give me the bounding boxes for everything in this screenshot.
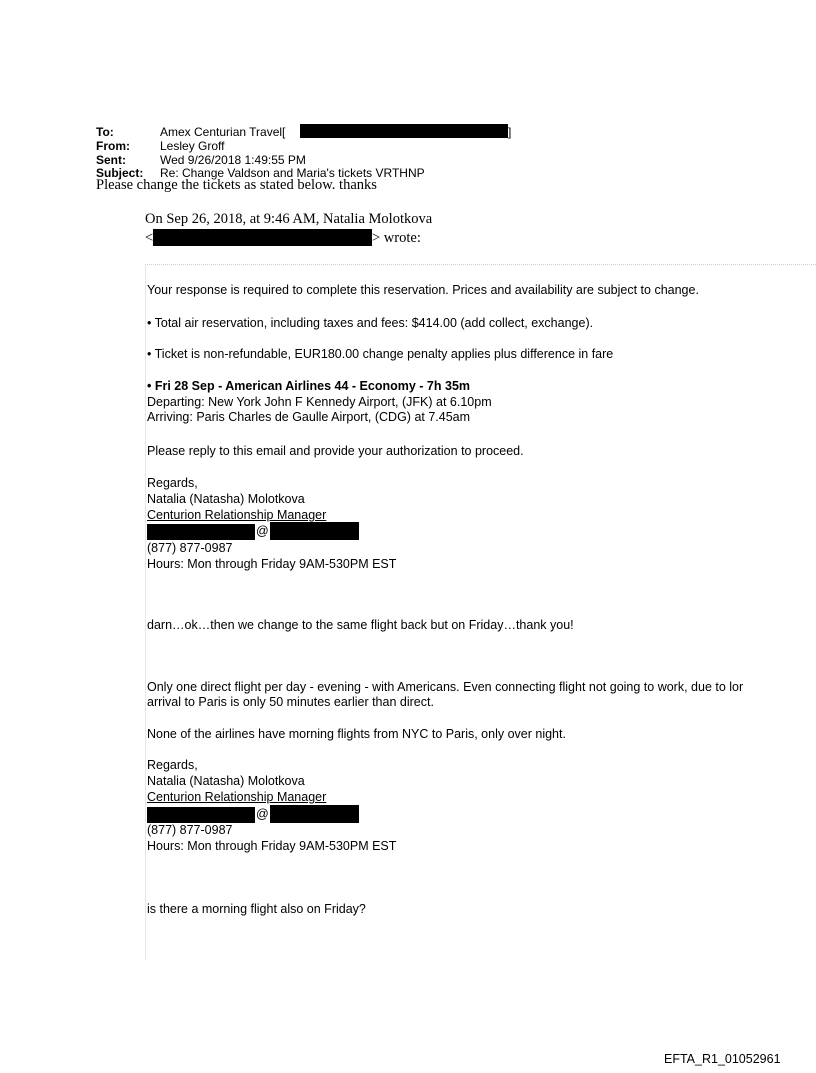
from-label: From: [96, 139, 130, 153]
msg1-departing: Departing: New York John F Kennedy Airport, (JFK) at 6.10pm [147, 395, 492, 409]
msg3-line2: arrival to Paris is only 50 minutes earlier than direct. [147, 695, 434, 709]
reply-text: Please change the tickets as stated below. thanks [96, 177, 377, 193]
msg1-bullet-ticket: • Ticket is non-refundable, EUR180.00 change penalty applies plus difference in fare [147, 347, 614, 361]
msg2-text: darn…ok…then we change to the same flight back but on Friday…thank you! [147, 618, 574, 632]
quote-left-border [145, 264, 146, 960]
to-close: ] [508, 125, 512, 139]
sig1-name: Natalia (Natasha) Molotkova [147, 492, 305, 506]
quote-top-border [145, 264, 816, 265]
msg1-arriving: Arriving: Paris Charles de Gaulle Airport, (CDG) at 7.45am [147, 410, 471, 424]
to-label: To: [96, 125, 114, 139]
sig1-phone: (877) 877-0987 [147, 541, 233, 555]
subject-value: Re: Change Valdson and Maria's tickets VRTHNP [160, 166, 425, 180]
sig2-hours: Hours: Mon through Friday 9AM-530PM EST [147, 839, 397, 853]
redaction-to [300, 124, 508, 138]
sig2-title: Centurion Relationship Manager [147, 790, 327, 804]
msg1-reply-request: Please reply to this email and provide your authorization to proceed. [147, 444, 524, 458]
sig2-name: Natalia (Natasha) Molotkova [147, 774, 305, 788]
sig2-phone: (877) 877-0987 [147, 823, 233, 837]
document-id: EFTA_R1_01052961 [664, 1052, 781, 1066]
sig2-at: @ [256, 807, 269, 821]
msg4-text: is there a morning flight also on Friday? [147, 902, 366, 916]
sig1-hours: Hours: Mon through Friday 9AM-530PM EST [147, 557, 397, 571]
quote-intro-line1: On Sep 26, 2018, at 9:46 AM, Natalia Molotkova [145, 211, 433, 227]
subject-label: Subject: [96, 166, 144, 180]
redaction-sig1-domain [270, 522, 359, 540]
quote-intro-lt: < [145, 230, 154, 246]
msg1-response-required: Your response is required to complete this reservation. Prices and availability are subject to change. [147, 283, 699, 297]
msg3-line3: None of the airlines have morning flights from NYC to Paris, only over night. [147, 727, 566, 741]
msg1-flight-title: • Fri 28 Sep - American Airlines 44 - Economy - 7h 35m [147, 379, 471, 393]
msg1-bullet-total: • Total air reservation, including taxes and fees: $414.00 (add collect, exchange). [147, 316, 594, 330]
sig1-at: @ [256, 524, 269, 538]
sent-value: Wed 9/26/2018 1:49:55 PM [160, 153, 306, 167]
redaction-sig2-domain [270, 805, 359, 823]
quote-intro-wrote: > wrote: [372, 230, 421, 246]
redaction-sig1-user [147, 524, 255, 540]
sig1-title: Centurion Relationship Manager [147, 508, 327, 522]
sig1-regards: Regards, [147, 476, 198, 490]
to-value: Amex Centurian Travel[ [160, 125, 286, 139]
sent-label: Sent: [96, 153, 126, 167]
sig2-regards: Regards, [147, 758, 198, 772]
redaction-sig2-user [147, 807, 255, 823]
redaction-sender-email [153, 229, 372, 246]
from-value: Lesley Groff [160, 139, 225, 153]
msg3-line1: Only one direct flight per day - evening - with Americans. Even connecting flight not going to work, due to lor [147, 680, 744, 694]
